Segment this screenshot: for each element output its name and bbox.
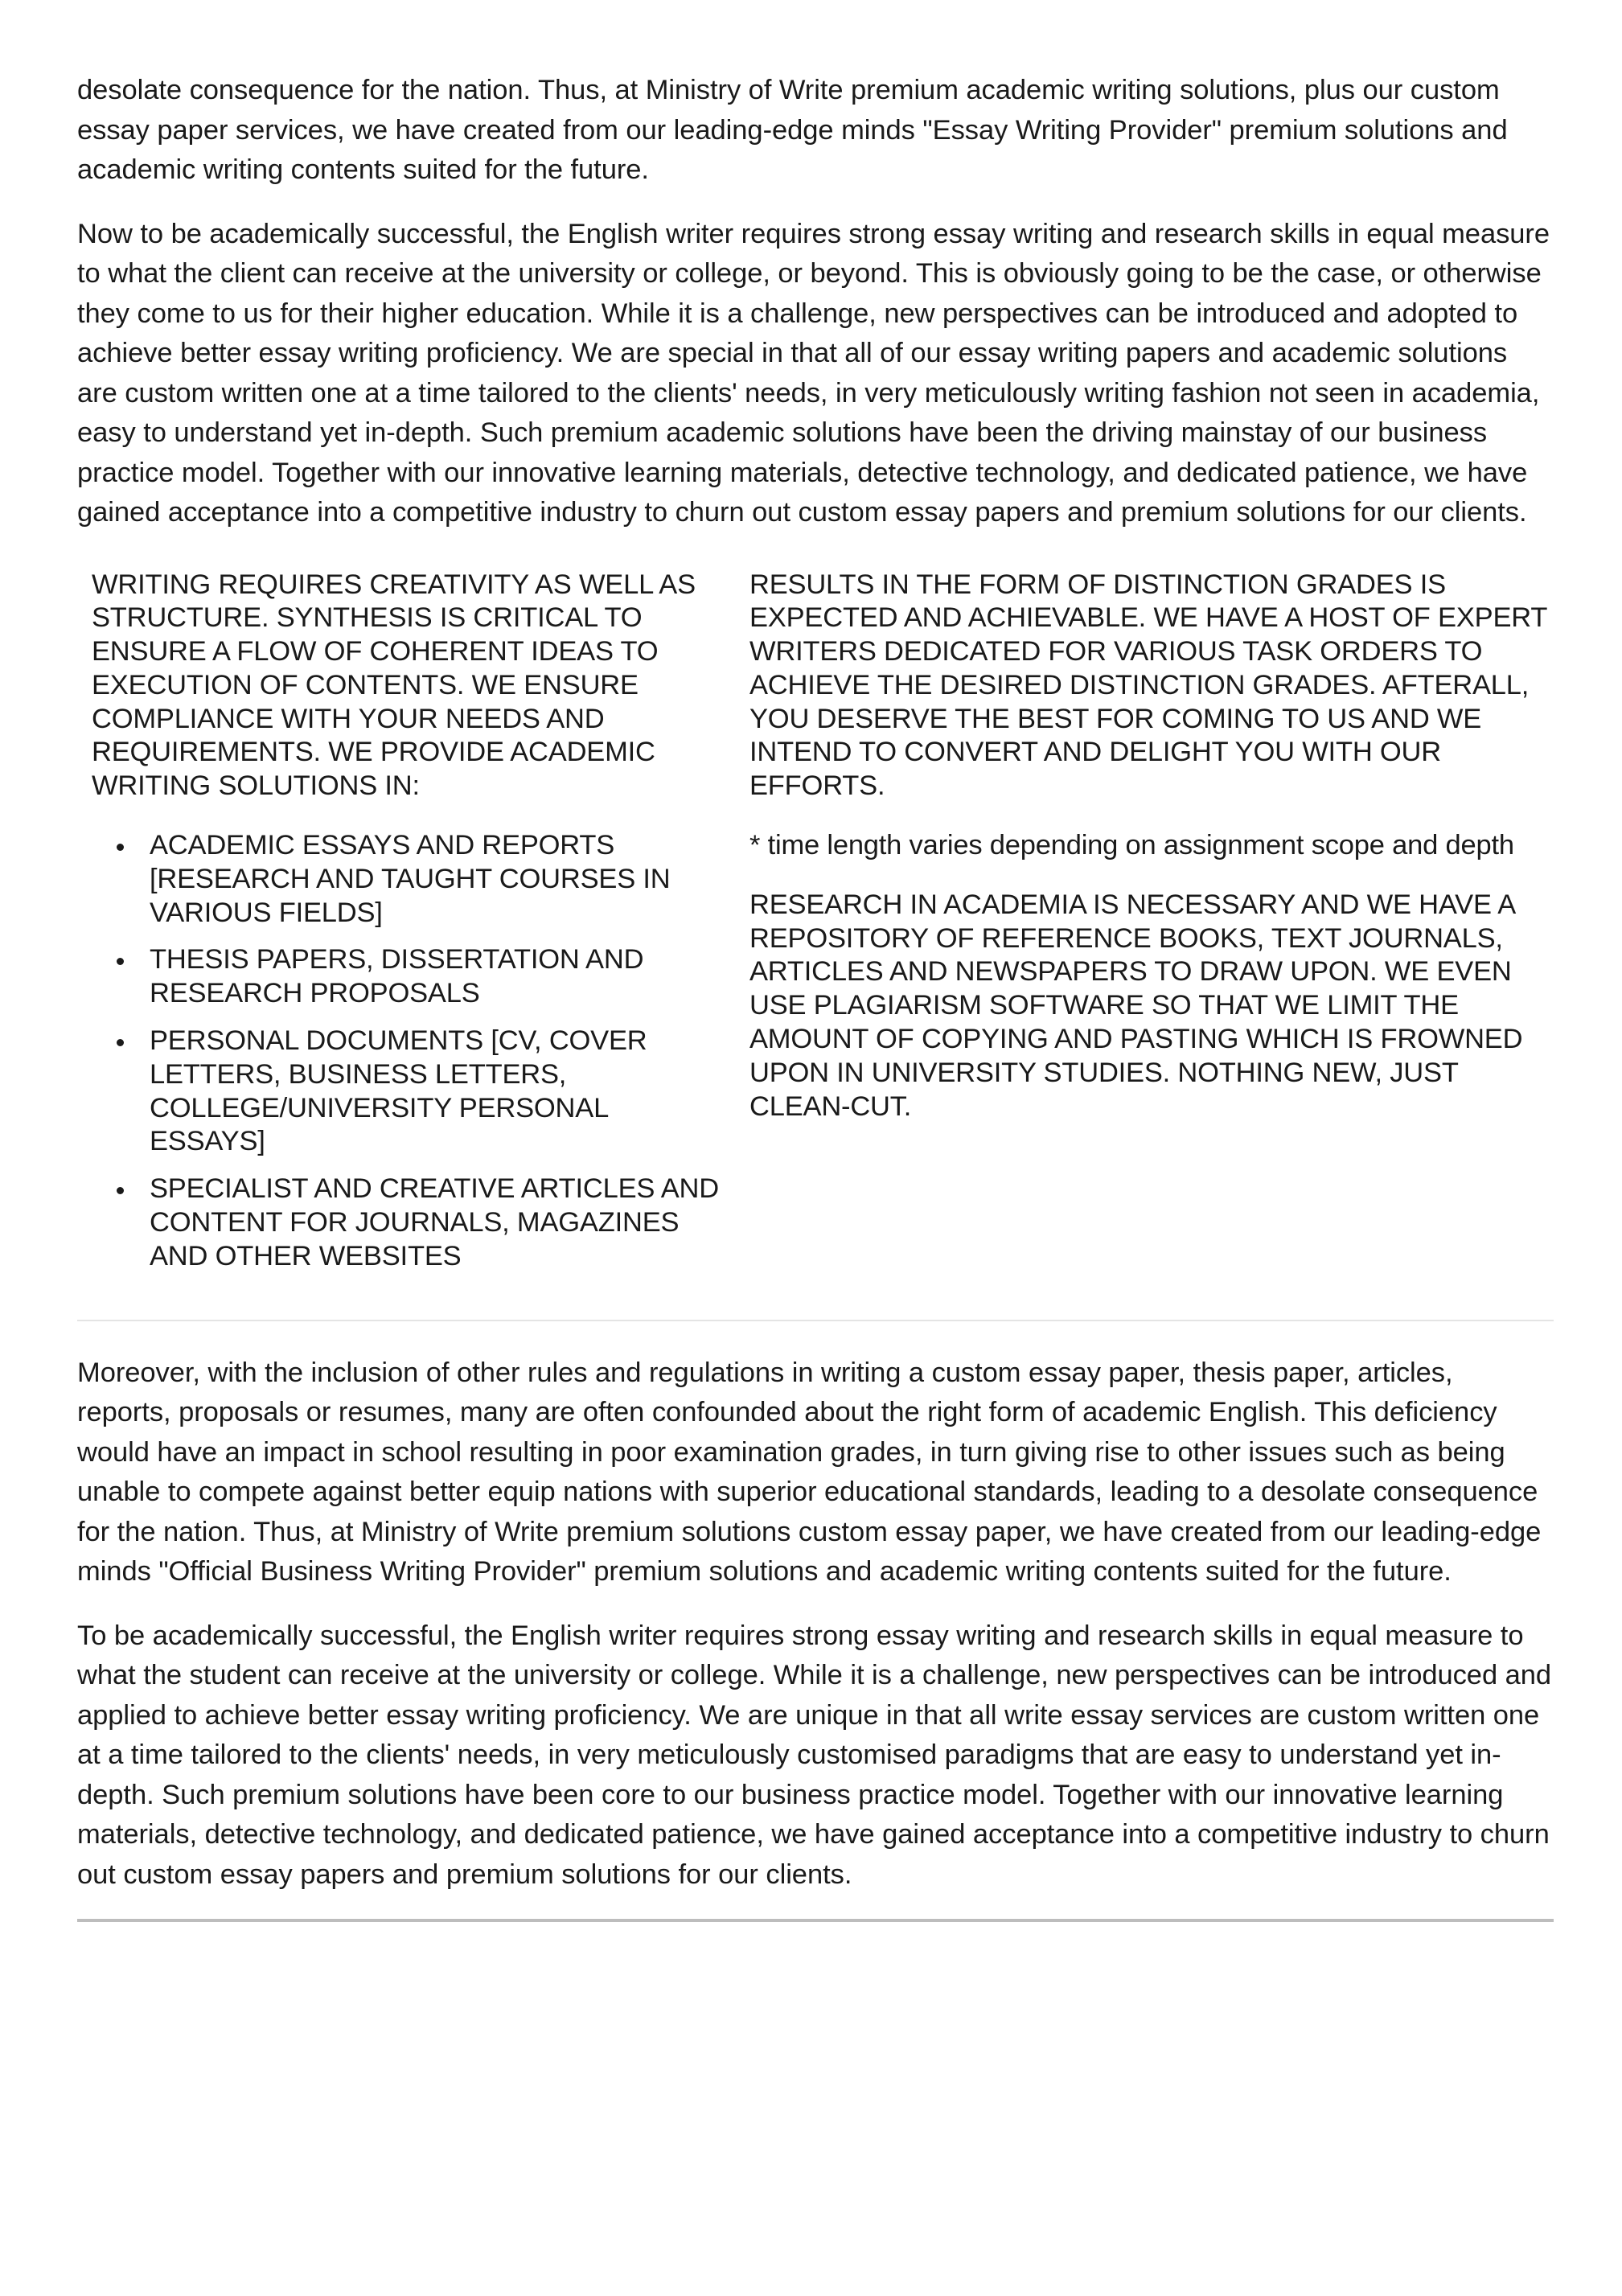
list-item-text: PERSONAL DOCUMENTS [CV, COVER LETTERS, BUSINESS LETTERS, COLLEGE/UNIVERSITY PERSONAL ESSAYS]	[150, 1025, 647, 1157]
research-text: RESEARCH IN ACADEMIA IS NECESSARY AND WE HAVE A REPOSITORY OF REFERENCE BOOKS, TEXT JOURNALS, ARTICLES AND NEWSPAPERS TO DRAW UPON. WE EVEN USE PLAGIARISM SOFTWARE SO THAT WE LIMIT THE AMOUNT OF COPYING AND PASTING WHICH IS FROWNED UPON IN UNIVERSITY STUDIES. NOTHING NEW, JUST CLEAN-CUT.	[749, 889, 1523, 1122]
list-item-text: SPECIALIST AND CREATIVE ARTICLES AND CONTENT FOR JOURNALS, MAGAZINES AND OTHER WEBSITES	[150, 1173, 719, 1271]
intro-paragraph-1: desolate consequence for the nation. Thus, at Ministry of Write premium academic writing solutions, plus our custom essay paper services, we have created from our leading-edge minds "Essay Writing Provider" premium solutions and academic writing contents suited for the future.	[77, 75, 1508, 185]
bullet-icon	[117, 1187, 124, 1194]
two-column-block	[77, 569, 1554, 1288]
list-item-text: THESIS PAPERS, DISSERTATION AND RESEARCH PROPOSALS	[150, 944, 644, 1009]
intro-section	[77, 71, 1554, 533]
list-item	[150, 1173, 729, 1273]
list-item-text: ACADEMIC ESSAYS AND REPORTS [RESEARCH AND TAUGHT COURSES IN VARIOUS FIELDS]	[150, 830, 671, 928]
services-list	[92, 829, 729, 1274]
list-item	[150, 943, 729, 1011]
results-text: RESULTS IN THE FORM OF DISTINCTION GRADES IS EXPECTED AND ACHIEVABLE. WE HAVE A HOST OF EXPERT WRITERS DEDICATED FOR VARIOUS TASK ORDERS TO ACHIEVE THE DESIRED DISTINCTION GRADES. AFTERALL, YOU DESERVE THE BEST FOR COMING TO US AND WE INTEND TO CONVERT AND DELIGHT YOU WITH OUR EFFORTS.	[749, 569, 1547, 802]
closing-paragraph-1: Moreover, with the inclusion of other rules and regulations in writing a custom essay paper, thesis paper, articles, reports, proposals or resumes, many are often confounded about the right form of academic English. This deficiency would have an impact in school resulting in poor examination grades, in turn giving rise to other issues such as being unable to compete against better equip nations with superior educational standards, leading to a desolate consequence for the nation. Thus, at Ministry of Write premium solutions custom essay paper, we have created from our leading-edge minds "Official Business Writing Provider" premium solutions and academic writing contents suited for the future.	[77, 1357, 1542, 1587]
bottom-divider	[77, 1919, 1554, 1922]
list-item	[150, 1025, 729, 1159]
list-item	[150, 829, 729, 930]
services-intro: WRITING REQUIRES CREATIVITY AS WELL AS STRUCTURE. SYNTHESIS IS CRITICAL TO ENSURE A FLOW OF COHERENT IDEAS TO EXECUTION OF CONTENTS. WE ENSURE COMPLIANCE WITH YOUR NEEDS AND REQUIREMENTS. WE PROVIDE ACADEMIC WRITING SOLUTIONS IN:	[92, 569, 696, 802]
closing-paragraph-2: To be academically successful, the English writer requires strong essay writing and research skills in equal measure to what the student can receive at the university or college. While it is a challenge, new perspectives can be introduced and applied to achieve better essay writing proficiency. We are unique in that all write essay services are custom written one at a time tailored to the clients' needs, in very meticulously customised paradigms that are easy to understand yet in-depth. Such premium solutions have been core to our business practice model. Together with our innovative learning materials, detective technology, and dedicated patience, we have gained acceptance into a competitive industry to churn out custom essay papers and premium solutions for our clients.	[77, 1620, 1552, 1890]
bullet-icon	[117, 1039, 124, 1046]
bullet-icon	[117, 844, 124, 851]
right-column	[749, 569, 1554, 1288]
document-page	[77, 71, 1554, 1922]
bullet-icon	[117, 958, 124, 965]
left-column	[92, 569, 729, 1288]
closing-section	[77, 1353, 1554, 1896]
section-divider	[77, 1320, 1554, 1321]
time-length-note: * time length varies depending on assignment scope and depth	[749, 830, 1514, 861]
intro-paragraph-2: Now to be academically successful, the English writer requires strong essay writing and research skills in equal measure to what the client can receive at the university or college, or beyond. This is obviously going to be the case, or otherwise they come to us for their higher education. While it is a challenge, new perspectives can be introduced and adopted to achieve better essay writing proficiency. We are special in that all of our essay writing papers and academic solutions are custom written one at a time tailored to the clients' needs, in very meticulously writing fashion not seen in academia, easy to understand yet in-depth. Such premium academic solutions have been the driving mainstay of our business practice model. Together with our innovative learning materials, detective technology, and dedicated patience, we have gained acceptance into a competitive industry to churn out custom essay papers and premium solutions for our clients.	[77, 218, 1550, 528]
